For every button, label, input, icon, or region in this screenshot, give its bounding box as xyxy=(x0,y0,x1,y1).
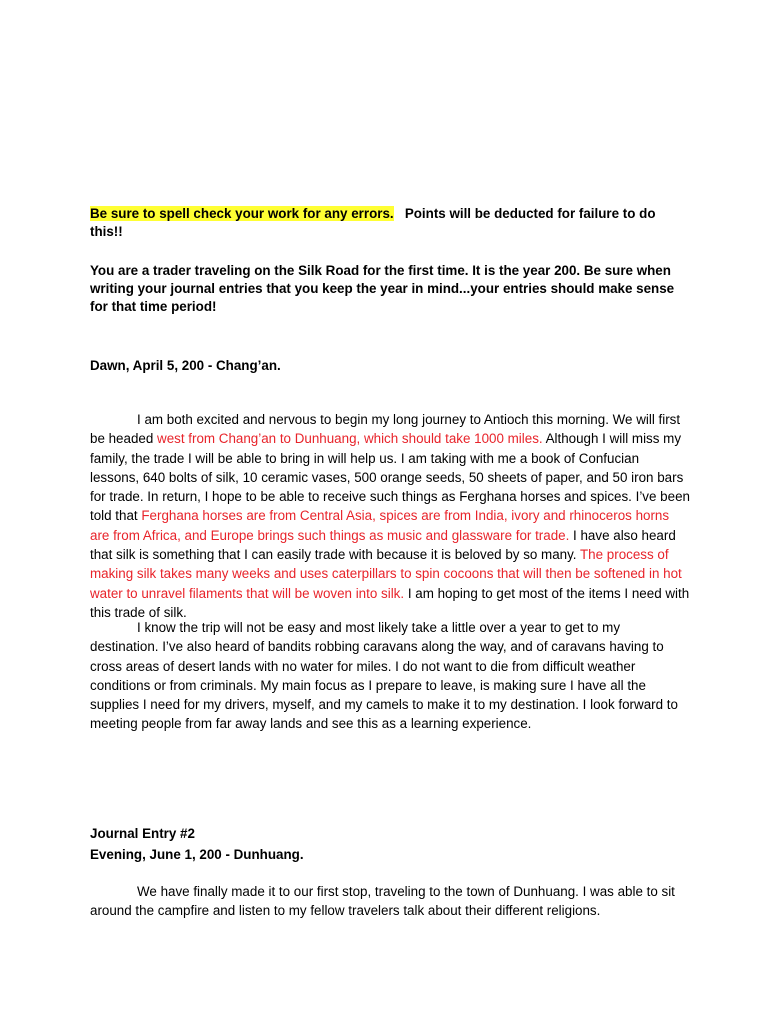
deduction-warning: Points will be deducted for failure to do this!! xyxy=(90,206,656,239)
entry2-label: Journal Entry #2 xyxy=(90,826,195,841)
entry1-route-note: west from Chang’an to Dunhuang, which should take 1000 miles. xyxy=(157,431,543,447)
entry1-paragraph-1 xyxy=(90,410,690,622)
entry1-heading: Dawn, April 5, 200 - Chang’an. xyxy=(90,358,281,373)
entry2-heading: Evening, June 1, 200 - Dunhuang. xyxy=(90,847,304,862)
entry1-text-3: I have also heard that silk is something that I can easily trade with because it is beloved by so many. xyxy=(90,527,676,563)
highlighted-warning: Be sure to spell check your work for any errors. xyxy=(90,206,394,221)
entry2-paragraph-1: We have finally made it to our first stop, traveling to the town of Dunhuang. I was able to sit around the campfire and listen to my fellow travelers talk about their different religions. xyxy=(90,884,675,919)
entry1-paragraph-2: I know the trip will not be easy and most likely take a little over a year to get to my destination. I’ve also heard of bandits robbing caravans along the way, and of caravans having to cross areas of desert lands with no water for miles. I do not want to die from difficult weather conditions or from criminals. My main focus as I prepare to leave, is making sure I have all the supplies I need for my drivers, myself, and my camels to make it to my destination. I look forward to meeting people from far away lands and see this as a learning experience. xyxy=(90,620,678,732)
entry1-text-4: I am hoping to get most of the items I need with this trade of silk. xyxy=(90,585,690,620)
entry1-silk-process-note: The process of making silk takes many weeks and uses caterpillars to spin cocoons that will then be softened in hot water to unravel filaments that will be woven into silk. xyxy=(90,547,682,601)
spell-check-instruction xyxy=(90,205,690,241)
assignment-intro: You are a trader traveling on the Silk Road for the first time. It is the year 200. Be sure when writing your journal entries that you keep the year in mind...your entries should make sense for that time period! xyxy=(90,263,675,314)
entry1-text-1: I am both excited and nervous to begin my long journey to Antioch this morning. We will first be headed xyxy=(90,412,681,447)
entry1-goods-origin-note: Ferghana horses are from Central Asia, spices are from India, ivory and rhinoceros horns are from Africa, and Europe brings such things as music and glassware for trade. xyxy=(90,508,670,543)
entry1-text-2: Although I will miss my family, the trade I will be able to bring in will help us. I am taking with me a book of Confucian lessons, 640 bolts of silk, 10 ceramic vases, 500 orange seeds, 50 sheets of paper, and 50 iron bars for trade. In return, I hope to be able to receive such things as Ferghana horses and spices. I’ve been told that xyxy=(90,431,690,524)
